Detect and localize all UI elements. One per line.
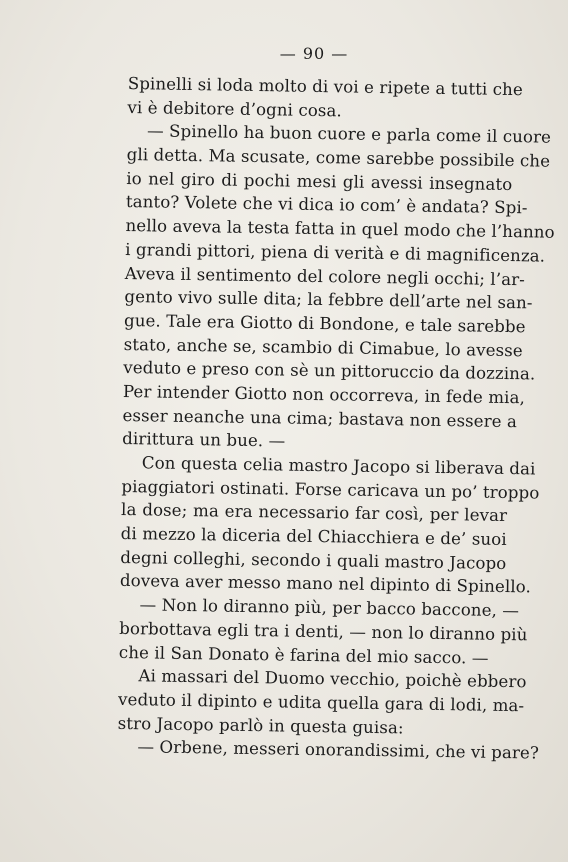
- text-line: degni colleghi, secondo i quali mastro Jacopo: [120, 547, 507, 573]
- text-line: stro Jacopo parlò in questa guisa:: [117, 713, 404, 737]
- text-line: veduto e preso con sè un pittoruccio da dozzina.: [123, 358, 536, 384]
- text-line: gli detta. Ma scusate, come sarebbe possibile che: [126, 145, 551, 171]
- text-line: di mezzo la diceria del Chiacchiera e de’ suoi: [120, 524, 507, 550]
- text-line: vi è debitore d’ogni cosa.: [127, 97, 343, 121]
- text-line: borbottava egli tra i denti, — non lo diranno più: [119, 618, 528, 645]
- text-line: veduto il dipinto e udita quella gara di lodi, ma-: [117, 689, 525, 716]
- text-line: tanto? Volete che vi dica io com’ è andata? Spi-: [125, 192, 528, 218]
- body-text: [117, 72, 555, 765]
- text-line: gue. Tale era Giotto di Bondone, e tale sarebbe: [123, 310, 526, 337]
- text-line: i grandi pittori, piena di verità e di magnificenza.: [125, 239, 546, 266]
- text-line: Con questa celia mastro Jacopo si liberava dai: [141, 453, 536, 479]
- text-line: — Spinello ha buon cuore e parla come il cuore: [146, 121, 552, 148]
- text-line: stato, anche se, scambio di Cimabue, lo avesse: [123, 334, 523, 360]
- text-line: la dose; ma era necessario far così, per levar: [120, 500, 508, 526]
- text-line: esser neanche una cima; bastava non essere a: [122, 405, 518, 431]
- text-line: Aveva il sentimento del colore negli occhi; l’ar-: [124, 263, 526, 289]
- text-line: piaggiatori ostinati. Forse caricava un po’ troppo: [121, 476, 540, 503]
- text-line: — Orbene, messeri onorandissimi, che vi pare?: [137, 737, 540, 763]
- text-line: doveva aver messo mano nel dipinto di Spinello.: [119, 571, 532, 597]
- text-line: nello aveva la testa fatta in quel modo che l’hanno: [125, 216, 555, 242]
- text-line: Ai massari del Duomo vecchio, poichè ebbero: [138, 666, 527, 692]
- text-line: Per intender Giotto non occorreva, in fede mia,: [122, 381, 526, 408]
- page-number: — 90 —: [279, 44, 349, 63]
- text-line: — Non lo diranno più, per bacco baccone, —: [139, 595, 520, 621]
- text-line: gento vivo sulle dita; la febbre dell’arte nel san-: [124, 287, 533, 313]
- text-line: dirittura un bue. —: [122, 429, 286, 451]
- text-line: Spinelli si loda molto di voi e ripete a tutti che: [127, 73, 524, 100]
- text-line: io nel giro di pochi mesi gli avessi insegnato: [126, 168, 513, 194]
- text-line: che il San Donato è farina del mio sacco. —: [118, 642, 489, 668]
